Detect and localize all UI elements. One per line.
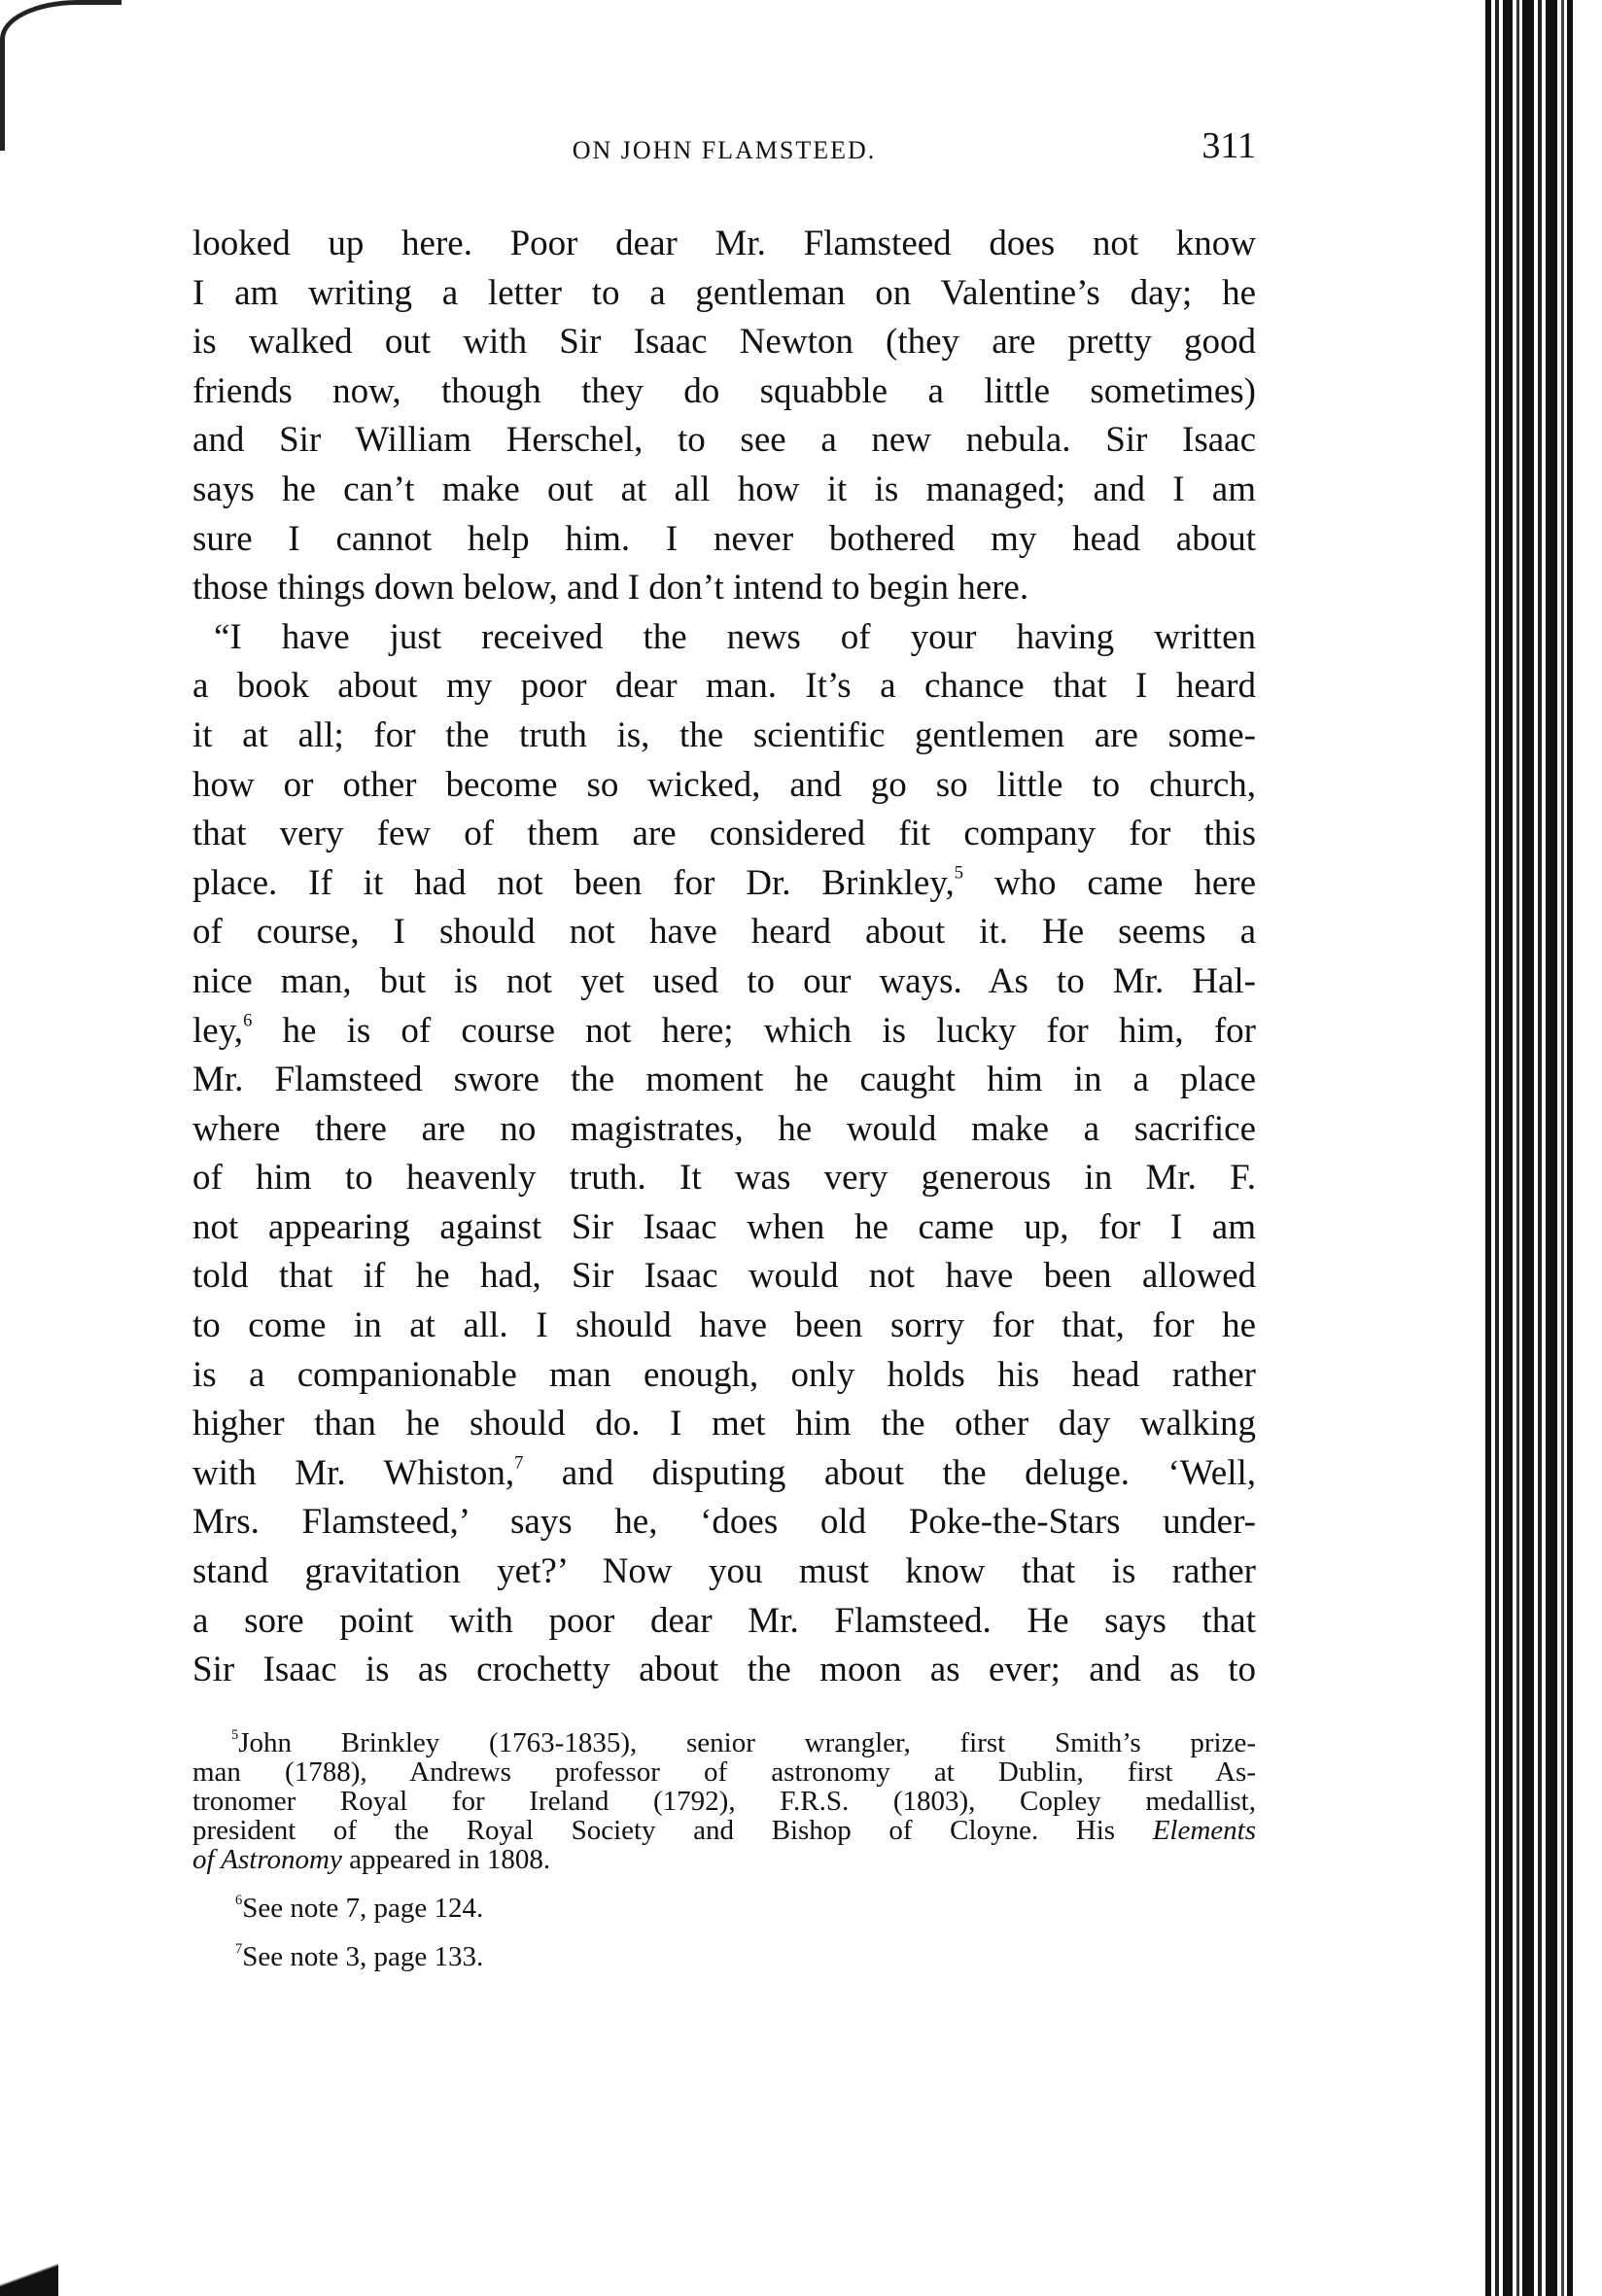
text-line: [192, 515, 1256, 565]
footnotes: [192, 1728, 1256, 1971]
text-span: a book about my poor dear man. It’s a chance that I heard: [192, 666, 1256, 707]
text-span: with Mr. Whiston,: [192, 1452, 515, 1493]
text-line: [192, 1400, 1256, 1449]
text-line: [192, 613, 1256, 663]
footnote-text: appeared in 1808.: [341, 1844, 551, 1875]
text-line: [192, 220, 1256, 269]
text-span: not appearing against Sir Isaac when he came up, for I am: [192, 1206, 1256, 1247]
text-span: those things down below, and I don’t intend to begin here.: [192, 568, 1029, 609]
text-span: he is of course not here; which is lucky for him, for: [252, 1010, 1256, 1051]
text-line: [192, 1597, 1256, 1647]
text-line: [192, 761, 1256, 811]
text-line: [192, 1154, 1256, 1203]
text-span: of him to heavenly truth. It was very generous in Mr. F.: [192, 1158, 1256, 1199]
text-span: is a companionable man enough, only holds his head rather: [192, 1354, 1256, 1395]
text-line: [192, 318, 1256, 367]
text-line: [192, 269, 1256, 319]
footnote-5-line: [192, 1845, 1256, 1874]
footnote-6: [192, 1894, 1256, 1923]
text-line: [192, 1646, 1256, 1695]
text-span: higher than he should do. I met him the other day walking: [192, 1404, 1256, 1444]
footnote-reference: 5: [954, 863, 963, 884]
text-line: [192, 1449, 1256, 1499]
text-span: of course, I should not have heard about it. He seems a: [192, 912, 1256, 953]
text-line: [192, 1302, 1256, 1351]
text-span: where there are no magistrates, he would make a sacrifice: [192, 1108, 1256, 1149]
text-line: [192, 1548, 1256, 1597]
footnote-mark: 6: [235, 1892, 243, 1908]
text-span: and Sir William Herschel, to see a new nebula. Sir Isaac: [192, 420, 1256, 461]
text-span: how or other become so wicked, and go so little to church,: [192, 764, 1256, 805]
text-span: it at all; for the truth is, the scientific gentlemen are some-: [192, 714, 1256, 755]
text-span: Sir Isaac is as crochetty about the moon as ever; and as to: [192, 1650, 1256, 1690]
footnote-mark: 5: [231, 1726, 239, 1743]
page-number: 311: [1202, 125, 1256, 166]
text-span: Mrs. Flamsteed,’ says he, ‘does old Poke-the-Stars under-: [192, 1502, 1256, 1543]
text-span: and disputing about the deluge. ‘Well,: [523, 1452, 1256, 1493]
text-span: to come in at all. I should have been sorry for that, for he: [192, 1305, 1256, 1346]
text-line: [192, 416, 1256, 466]
footnote-reference: 7: [514, 1453, 524, 1474]
text-span: friends now, though they do squabble a little sometimes): [192, 370, 1256, 411]
book-title: of Astronomy: [192, 1844, 342, 1875]
footnote-text: president of the Royal Society and Bishop of Cloyne. His: [192, 1815, 1153, 1846]
text-line: [192, 1007, 1256, 1057]
text-line: [192, 1252, 1256, 1302]
text-span: that very few of them are considered fit company for this: [192, 814, 1256, 854]
text-span: a sore point with poor dear Mr. Flamsteed. He says that: [192, 1600, 1256, 1641]
text-line: [192, 908, 1256, 957]
text-line: [192, 1203, 1256, 1253]
text-span: who came here: [962, 862, 1256, 903]
text-span: says he can’t make out at all how it is managed; and I am: [192, 469, 1256, 509]
text-span: looked up here. Poor dear Mr. Flamsteed does not know: [192, 224, 1256, 263]
text-span: Mr. Flamsteed swore the moment he caught him in a place: [192, 1060, 1256, 1100]
text-span: stand gravitation yet?’ Now you must know that is rather: [192, 1551, 1256, 1592]
text-line: [192, 810, 1256, 859]
text-line: [192, 1498, 1256, 1548]
text-line: [192, 564, 1256, 613]
footnote-5-line: [192, 1816, 1256, 1845]
text-span: is walked out with Sir Isaac Newton (they are pretty good: [192, 322, 1256, 363]
book-binding-edge: [1485, 0, 1583, 2296]
text-span: told that if he had, Sir Isaac would not have been allowed: [192, 1256, 1256, 1297]
running-title: ON JOHN FLAMSTEED.: [572, 136, 877, 164]
text-line: [192, 367, 1256, 417]
page-edge-shadow: [0, 0, 122, 151]
footnote-5-line: man (1788), Andrews professor of astronomy at Dublin, first As-: [192, 1757, 1256, 1788]
text-span: nice man, but is not yet used to our ways. As to Mr. Hal-: [192, 960, 1256, 1001]
footnote-5-line: tronomer Royal for Ireland (1792), F.R.S. (1803), Copley medallist,: [192, 1786, 1256, 1817]
text-line: [192, 466, 1256, 515]
text-span: “I have just received the news of your having written: [214, 616, 1256, 657]
text-line: [192, 662, 1256, 712]
text-line: [192, 1351, 1256, 1401]
book-title: Elements: [1152, 1815, 1256, 1846]
text-span: I am writing a letter to a gentleman on Valentine’s day; he: [192, 272, 1256, 313]
footnote-reference: 6: [243, 1010, 253, 1030]
text-line: [192, 1105, 1256, 1155]
footnote-5-line: [192, 1728, 1256, 1757]
text-line: [192, 957, 1256, 1007]
footnote-mark: 7: [235, 1940, 243, 1957]
text-span: place. If it had not been for Dr. Brinkley,: [192, 862, 955, 903]
text-line: [192, 712, 1256, 761]
footnote-7: [192, 1942, 1256, 1971]
footnote-text: John Brinkley (1763-1835), senior wrangler, first Smith’s prize-: [238, 1727, 1256, 1758]
page-corner-shadow: [0, 2257, 58, 2296]
footnote-text: See note 7, page 124.: [242, 1893, 484, 1924]
body-text: [192, 220, 1256, 1695]
text-span: ley,: [192, 1010, 244, 1051]
text-span: sure I cannot help him. I never bothered my head about: [192, 518, 1256, 559]
text-line: [192, 859, 1256, 909]
footnote-text: See note 3, page 133.: [242, 1941, 484, 1972]
page-header: [192, 124, 1256, 173]
text-line: [192, 1056, 1256, 1105]
